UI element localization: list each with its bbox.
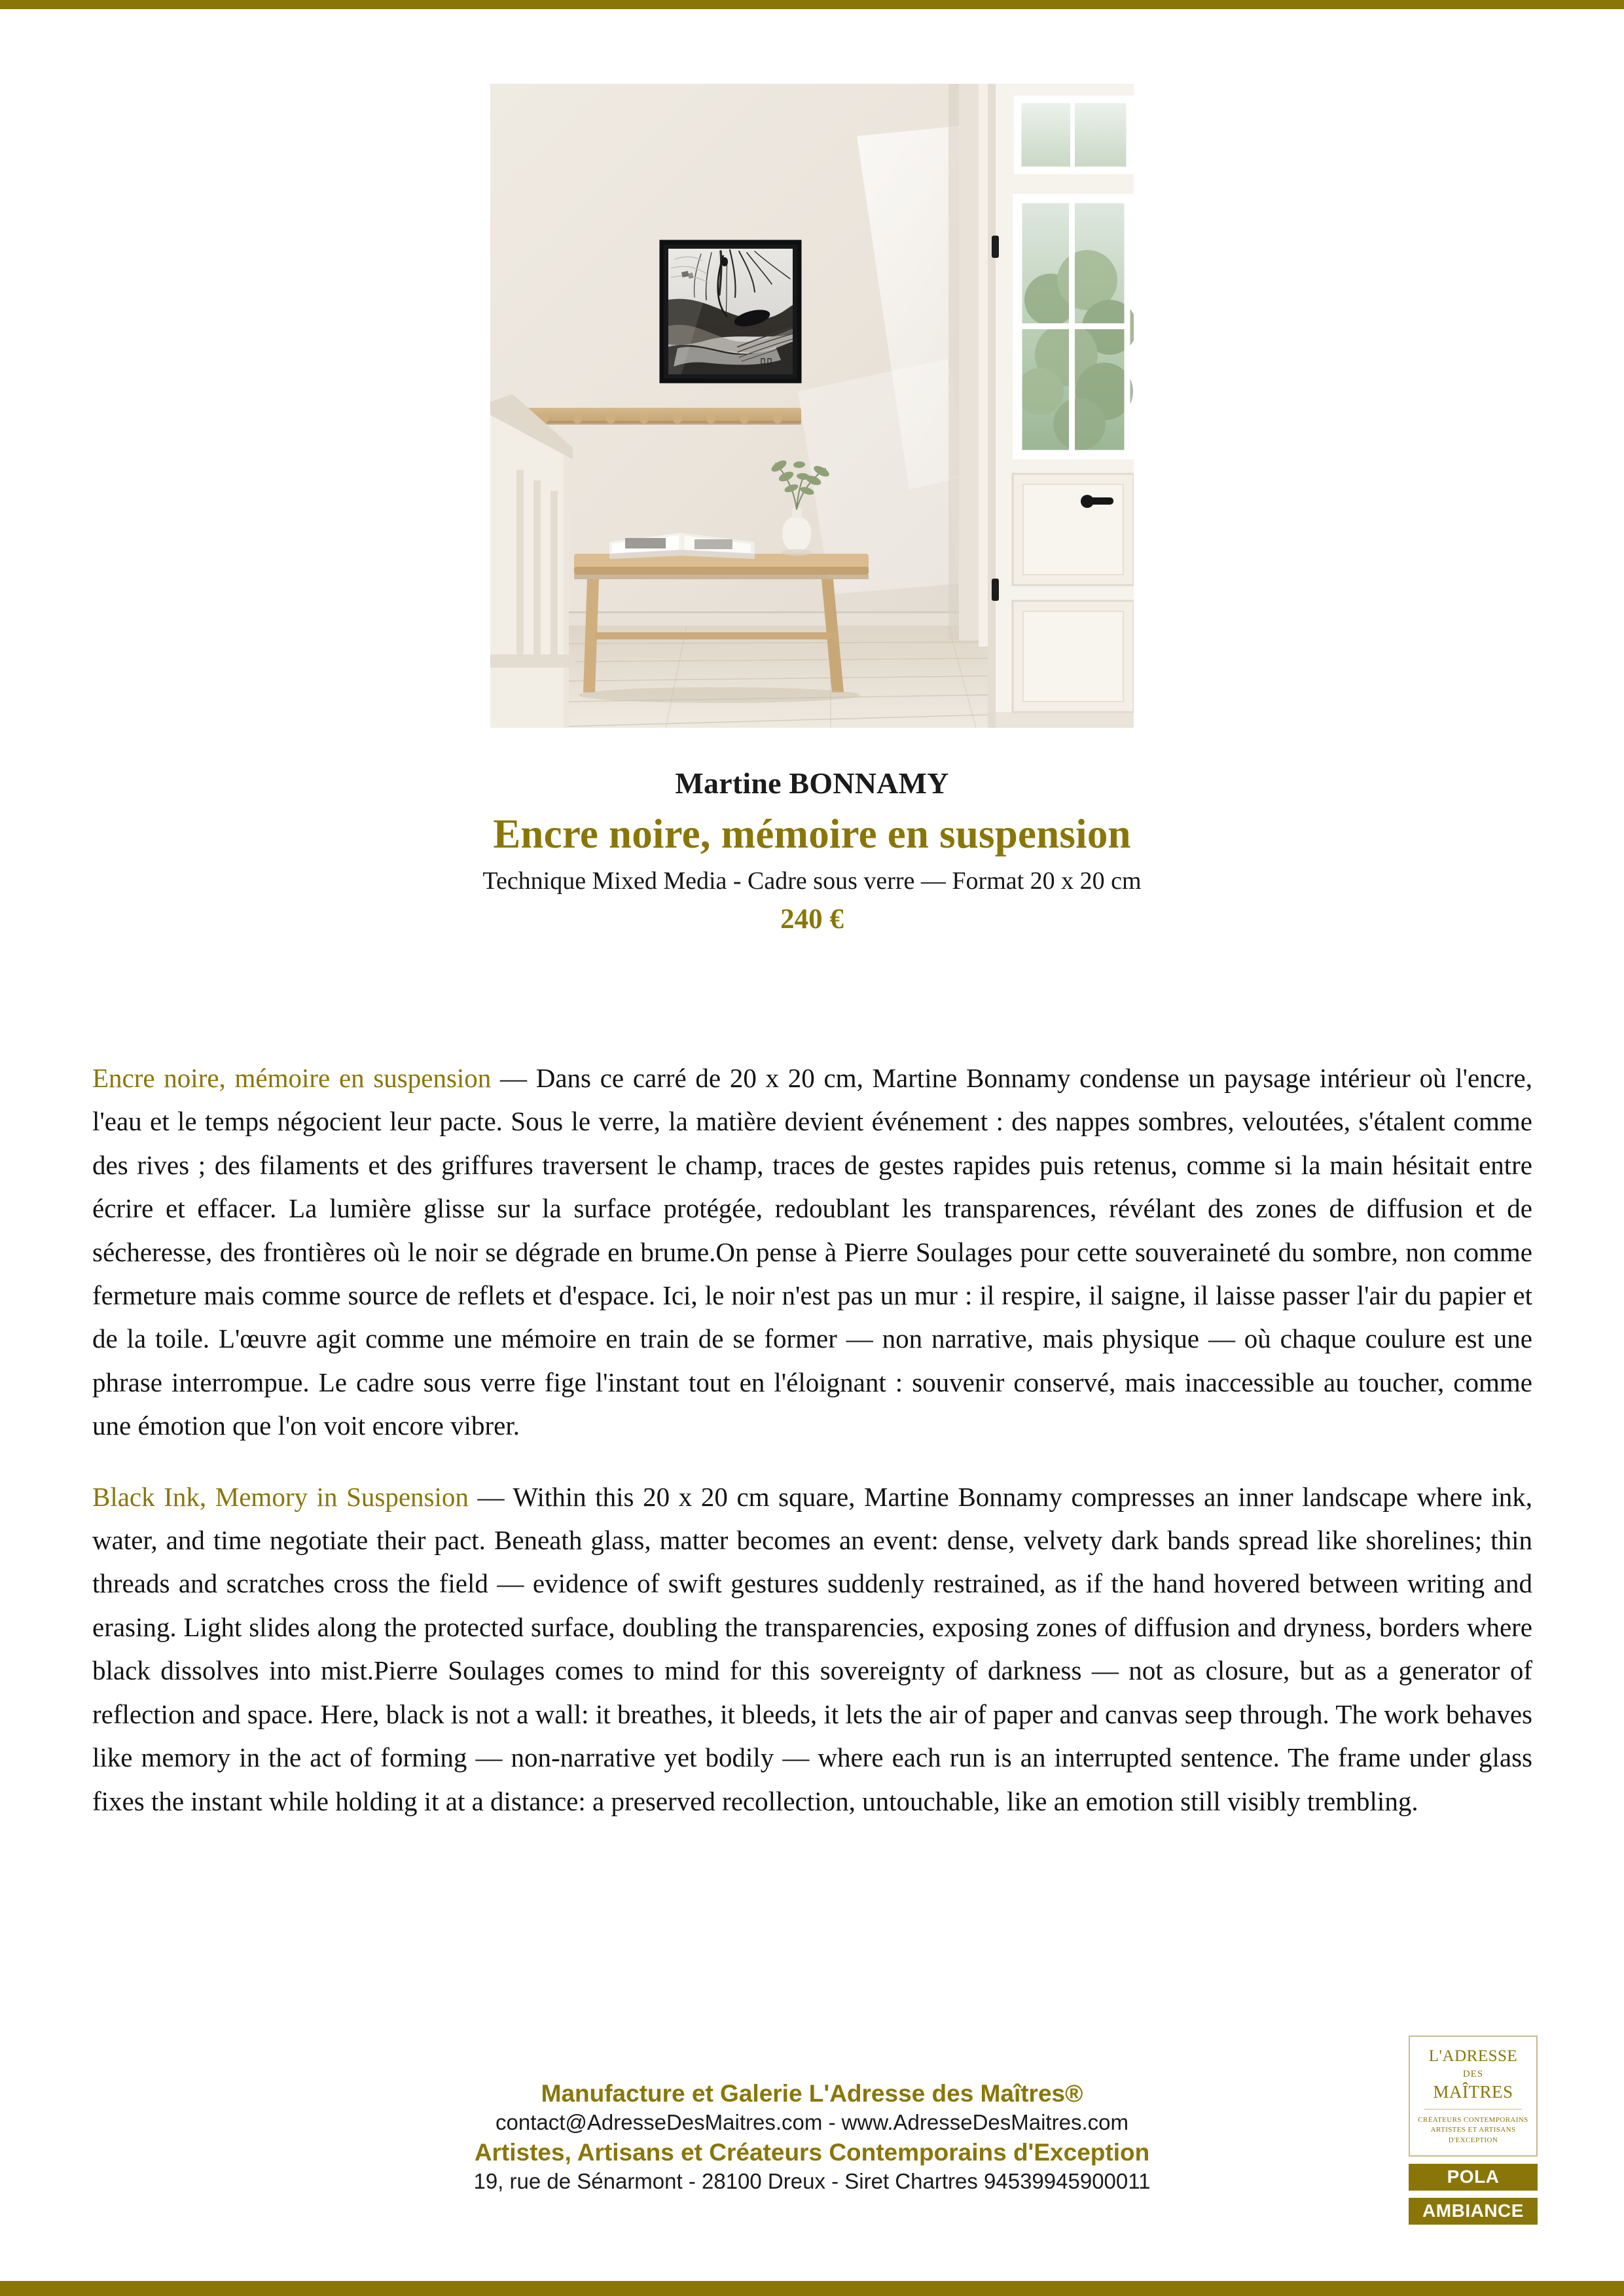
artwork-technique: Technique Mixed Media - Cadre sous verre — Format 20 x 20 cm	[482, 867, 1142, 895]
artwork-room-photo	[490, 84, 1134, 728]
description-fr-text: — Dans ce carré de 20 x 20 cm, Martine Bonnamy condense un paysage intérieur où l'encre, l'eau et le temps négocient leur pacte. Sous le verre, la matière devient événement : des nappes sombres, veloutées, s'étalent comme des rives ; des filaments et des griffures traversent le champ, traces de gestes rapides puis retenus, comme si la main hésitait entre écrire et effacer. La lumière glisse sur la surface protégée, redoublant les transparences, révélant des zones de diffusion et de sécheresse, des frontières où le noir se dégrade en brume.On pense à Pierre Soulages pour cette souveraineté du sombre, non comme fermeture mais comme source de reflets et d'espace. Ici, le noir n'est pas un mur : il respire, il saigne, il laisse passer l'air du papier et de la toile. L'œuvre agit comme une mémoire en train de se former — non narrative, mais physique — où chaque coulure est une phrase interrompue. Le cadre sous verre fige l'instant tout en l'éloignant : souvenir conservé, mais inaccessible au toucher, comme une émotion que l'on voit encore vibrer.	[92, 1063, 1532, 1441]
description-en	[92, 1475, 1532, 1823]
artwork-price: 240 €	[780, 904, 844, 935]
artwork-title: Encre noire, mémoire en suspension	[493, 810, 1131, 857]
description-en-lead: Black Ink, Memory in Suspension	[92, 1481, 469, 1512]
footer-company-name: Manufacture et Galerie L'Adresse des Maîtres®	[541, 2080, 1083, 2107]
bottom-accent-bar	[0, 2281, 1624, 2296]
logo-sub-line-1: CRÉATEURS CONTEMPORAINS	[1418, 2115, 1528, 2124]
logo-card	[1409, 2036, 1538, 2157]
artist-name: Martine BONNAMY	[675, 766, 949, 800]
logo-line-des: DES	[1462, 2068, 1484, 2079]
description-block	[92, 1056, 1532, 1823]
logo-sub-line-2: ARTISTES ET ARTISANS	[1430, 2126, 1516, 2134]
footer-address: 19, rue de Sénarmont - 28100 Dreux - Siret Chartres 94539945900011	[473, 2168, 1151, 2193]
top-accent-bar	[0, 0, 1624, 9]
brand-logo-block	[1409, 2036, 1538, 2225]
logo-sub-line-3: D'EXCEPTION	[1448, 2136, 1498, 2145]
footer-contact[interactable]: contact@AdresseDesMaitres.com - www.AdresseDesMaitres.com	[496, 2110, 1128, 2135]
logo-line-maitres: MAÎTRES	[1433, 2081, 1513, 2102]
badge-ambiance[interactable]: AMBIANCE	[1409, 2198, 1538, 2225]
footer-block	[0, 2078, 1624, 2195]
logo-line-adresse: L'ADRESSE	[1428, 2047, 1518, 2065]
description-fr	[92, 1056, 1532, 1448]
description-en-text: — Within this 20 x 20 cm square, Martine Bonnamy compresses an inner landscape where ink, water, and time negotiate their pact. Beneath glass, matter becomes an event: dense, velvety dark bands spread like shorelines; thin threads and scratches cross the field — evidence of swift gestures suddenly restrained, as if the hand hovered between writing and erasing. Light slides along the protected surface, doubling the transparencies, exposing zones of diffusion and dryness, borders where black dissolves into mist.Pierre Soulages comes to mind for this sovereignty of darkness — not as closure, but as a generator of reflection and space. Here, black is not a wall: it breathes, it bleeds, it lets the air of paper and canvas seep through. The work behaves like memory in the act of forming — non-narrative yet bodily — where each run is an interrupted sentence. The frame under glass fixes the instant while holding it at a distance: a preserved recollection, untouchable, like an emotion still visibly trembling.	[92, 1481, 1532, 1816]
footer-tagline: Artistes, Artisans et Créateurs Contemporains d'Exception	[474, 2138, 1150, 2166]
badge-pola[interactable]: POLA	[1409, 2164, 1538, 2191]
artwork-heading-block	[0, 767, 1624, 937]
room-scene-illustration	[490, 84, 1134, 728]
description-fr-lead: Encre noire, mémoire en suspension	[92, 1063, 492, 1093]
